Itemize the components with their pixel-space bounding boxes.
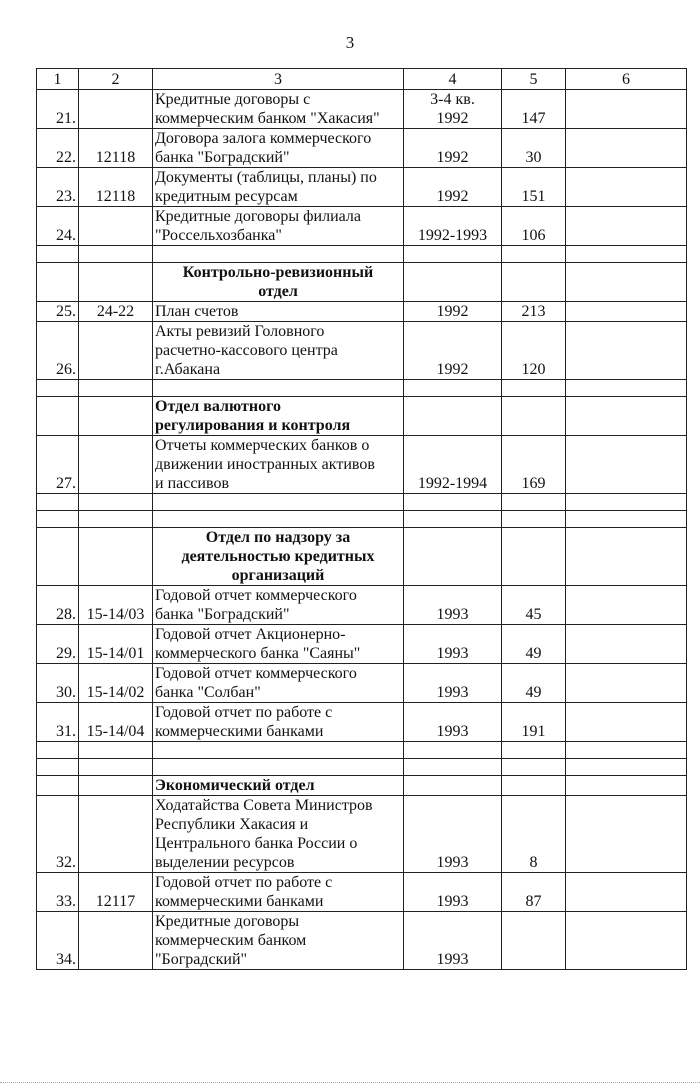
empty-cell <box>37 776 79 796</box>
item-dates <box>404 873 502 912</box>
empty-cell <box>153 380 404 397</box>
empty-cell <box>37 380 79 397</box>
title-line: Отдел валютного <box>155 398 281 415</box>
title-line: Годовой отчет по работе с <box>155 874 333 891</box>
empty-cell <box>37 494 79 511</box>
date-line: 1992 <box>436 149 469 166</box>
item-index: 24-22 <box>79 302 153 322</box>
date-line: 1993 <box>436 854 469 871</box>
item-notes <box>566 207 687 246</box>
header-cell-1: 1 <box>37 69 79 90</box>
item-title <box>153 796 404 873</box>
item-sheet-count: 191 <box>502 703 566 742</box>
empty-cell <box>37 759 79 776</box>
empty-cell <box>153 759 404 776</box>
empty-cell <box>566 380 687 397</box>
item-title <box>153 703 404 742</box>
title-line: деятельностью кредитных <box>181 548 375 565</box>
item-title <box>153 322 404 380</box>
item-sheet-count: 147 <box>502 90 566 129</box>
empty-cell <box>502 380 566 397</box>
item-notes <box>566 168 687 207</box>
item-dates <box>404 90 502 129</box>
spacer-row <box>37 246 687 263</box>
title-line: Договора залога коммерческого <box>155 130 372 147</box>
empty-cell <box>37 528 79 586</box>
header-cell-4: 4 <box>404 69 502 90</box>
item-number: 33. <box>37 873 79 912</box>
table-row <box>37 168 687 207</box>
section-heading-row <box>37 263 687 302</box>
item-index <box>79 912 153 970</box>
empty-cell <box>566 263 687 302</box>
empty-cell <box>404 759 502 776</box>
date-line: 1993 <box>436 684 469 701</box>
item-index: 15-14/02 <box>79 664 153 703</box>
item-sheet-count: 30 <box>502 129 566 168</box>
table-row <box>37 302 687 322</box>
table-row <box>37 703 687 742</box>
empty-cell <box>502 511 566 528</box>
item-sheet-count: 120 <box>502 322 566 380</box>
item-sheet-count: 87 <box>502 873 566 912</box>
title-line: Годовой отчет коммерческого <box>155 665 357 682</box>
date-line: 1993 <box>436 951 469 968</box>
section-heading-row <box>37 528 687 586</box>
spacer-row <box>37 742 687 759</box>
empty-cell <box>79 776 153 796</box>
item-dates <box>404 436 502 494</box>
section-heading-row <box>37 776 687 796</box>
table-row <box>37 129 687 168</box>
title-line: расчетно-кассового центра <box>155 342 338 359</box>
date-line: 3-4 кв. <box>430 91 475 108</box>
table-row <box>37 796 687 873</box>
empty-cell <box>153 494 404 511</box>
date-line: 1993 <box>436 723 469 740</box>
title-line: банка "Боградский" <box>155 606 290 623</box>
empty-cell <box>79 511 153 528</box>
empty-cell <box>404 528 502 586</box>
item-number: 23. <box>37 168 79 207</box>
empty-cell <box>404 263 502 302</box>
header-cell-5: 5 <box>502 69 566 90</box>
title-line: и пассивов <box>155 475 229 492</box>
item-dates <box>404 302 502 322</box>
section-title <box>153 397 404 436</box>
title-line: коммерческого банка "Саяны" <box>155 645 361 662</box>
table-body <box>37 69 687 970</box>
empty-cell <box>79 380 153 397</box>
section-title <box>153 528 404 586</box>
item-number: 26. <box>37 322 79 380</box>
empty-cell <box>79 397 153 436</box>
empty-cell <box>502 776 566 796</box>
item-notes <box>566 625 687 664</box>
item-number: 34. <box>37 912 79 970</box>
item-notes <box>566 302 687 322</box>
item-dates <box>404 625 502 664</box>
empty-cell <box>79 759 153 776</box>
item-title <box>153 129 404 168</box>
item-dates <box>404 168 502 207</box>
title-line: "Боградский" <box>155 951 248 968</box>
empty-cell <box>37 246 79 263</box>
title-line: Годовой отчет коммерческого <box>155 587 357 604</box>
spacer-row <box>37 511 687 528</box>
title-line: Отчеты коммерческих банков о <box>155 437 370 454</box>
title-line: Кредитные договоры <box>155 913 300 930</box>
table-row <box>37 436 687 494</box>
title-line: движении иностранных активов <box>155 456 375 473</box>
empty-cell <box>566 528 687 586</box>
empty-cell <box>79 494 153 511</box>
empty-cell <box>153 742 404 759</box>
title-line: коммерческими банками <box>155 893 324 910</box>
item-title <box>153 873 404 912</box>
item-notes <box>566 873 687 912</box>
section-title <box>153 776 404 796</box>
item-notes <box>566 664 687 703</box>
item-sheet-count: 8 <box>502 796 566 873</box>
item-dates <box>404 129 502 168</box>
item-dates <box>404 912 502 970</box>
title-line: Экономический отдел <box>155 777 315 794</box>
title-line: выделении ресурсов <box>155 854 295 871</box>
item-dates <box>404 322 502 380</box>
title-line: отдел <box>258 283 298 300</box>
title-line: Контрольно-ревизионный <box>182 264 374 281</box>
title-line: регулирования и контроля <box>155 417 351 434</box>
item-number: 25. <box>37 302 79 322</box>
empty-cell <box>404 246 502 263</box>
empty-cell <box>566 397 687 436</box>
title-line: банка "Боградский" <box>155 149 290 166</box>
item-notes <box>566 912 687 970</box>
empty-cell <box>566 246 687 263</box>
item-notes <box>566 586 687 625</box>
item-sheet-count: 213 <box>502 302 566 322</box>
table-row <box>37 90 687 129</box>
item-title <box>153 436 404 494</box>
date-line: 1993 <box>436 893 469 910</box>
empty-cell <box>404 494 502 511</box>
date-line: 1992 <box>436 110 469 127</box>
item-sheet-count: 45 <box>502 586 566 625</box>
empty-cell <box>502 494 566 511</box>
item-index: 12118 <box>79 129 153 168</box>
empty-cell <box>37 397 79 436</box>
page-number: 3 <box>345 33 355 52</box>
date-line: 1992-1993 <box>417 227 488 244</box>
empty-cell <box>502 263 566 302</box>
item-notes <box>566 322 687 380</box>
item-dates <box>404 796 502 873</box>
title-line: Кредитные договоры филиала <box>155 208 361 225</box>
title-line: "Россельхозбанка" <box>155 227 282 244</box>
empty-cell <box>566 759 687 776</box>
empty-cell <box>404 776 502 796</box>
table-row <box>37 873 687 912</box>
title-line: организаций <box>231 567 325 584</box>
item-sheet-count: 169 <box>502 436 566 494</box>
empty-cell <box>79 742 153 759</box>
empty-cell <box>79 528 153 586</box>
table-row <box>37 586 687 625</box>
header-cell-2: 2 <box>79 69 153 90</box>
empty-cell <box>502 246 566 263</box>
item-number: 21. <box>37 90 79 129</box>
item-number: 22. <box>37 129 79 168</box>
spacer-row <box>37 759 687 776</box>
empty-cell <box>37 742 79 759</box>
table-row <box>37 207 687 246</box>
spacer-row <box>37 494 687 511</box>
title-line: Документы (таблицы, планы) по <box>155 169 377 186</box>
title-line: Акты ревизий Головного <box>155 323 325 340</box>
item-notes <box>566 703 687 742</box>
empty-cell <box>404 397 502 436</box>
item-sheet-count: 49 <box>502 664 566 703</box>
scan-edge-line <box>0 1082 700 1083</box>
item-index <box>79 436 153 494</box>
item-number: 31. <box>37 703 79 742</box>
item-index: 15-14/03 <box>79 586 153 625</box>
date-line: 1992 <box>436 361 469 378</box>
empty-cell <box>404 380 502 397</box>
item-sheet-count: 49 <box>502 625 566 664</box>
item-sheet-count <box>502 912 566 970</box>
inventory-table <box>36 68 687 970</box>
empty-cell <box>502 742 566 759</box>
item-index <box>79 322 153 380</box>
item-index <box>79 796 153 873</box>
title-line: Годовой отчет по работе с <box>155 704 333 721</box>
item-number: 30. <box>37 664 79 703</box>
item-dates <box>404 207 502 246</box>
empty-cell <box>37 263 79 302</box>
item-notes <box>566 90 687 129</box>
title-line: коммерческим банком <box>155 932 307 949</box>
empty-cell <box>153 511 404 528</box>
item-notes <box>566 129 687 168</box>
item-number: 28. <box>37 586 79 625</box>
empty-cell <box>153 246 404 263</box>
title-line: Центрального банка России о <box>155 835 358 852</box>
item-sheet-count: 151 <box>502 168 566 207</box>
spacer-row <box>37 380 687 397</box>
title-line: коммерческими банками <box>155 723 324 740</box>
title-line: г.Абакана <box>155 361 221 378</box>
empty-cell <box>566 776 687 796</box>
empty-cell <box>502 397 566 436</box>
title-line: Кредитные договоры с <box>155 91 311 108</box>
item-sheet-count: 106 <box>502 207 566 246</box>
item-index: 12117 <box>79 873 153 912</box>
empty-cell <box>404 511 502 528</box>
section-heading-row <box>37 397 687 436</box>
empty-cell <box>79 246 153 263</box>
title-line: Республики Хакасия и <box>155 816 309 833</box>
item-title <box>153 912 404 970</box>
date-line: 1992 <box>436 188 469 205</box>
item-index <box>79 90 153 129</box>
item-index: 15-14/04 <box>79 703 153 742</box>
item-title <box>153 664 404 703</box>
item-number: 32. <box>37 796 79 873</box>
empty-cell <box>502 528 566 586</box>
item-title <box>153 207 404 246</box>
item-dates <box>404 664 502 703</box>
item-number: 27. <box>37 436 79 494</box>
item-notes <box>566 436 687 494</box>
item-index: 15-14/01 <box>79 625 153 664</box>
header-cell-3: 3 <box>153 69 404 90</box>
header-cell-6: 6 <box>566 69 687 90</box>
table-row <box>37 322 687 380</box>
table-row <box>37 664 687 703</box>
item-notes <box>566 796 687 873</box>
section-title <box>153 263 404 302</box>
item-number: 29. <box>37 625 79 664</box>
title-line: коммерческим банком "Хакасия" <box>155 110 380 127</box>
date-line: 1993 <box>436 645 469 662</box>
title-line: кредитным ресурсам <box>155 188 298 205</box>
date-line: 1992-1994 <box>417 475 488 492</box>
title-line: Отдел по надзору за <box>205 529 351 546</box>
title-line: банка "Солбан" <box>155 684 261 701</box>
empty-cell <box>79 263 153 302</box>
item-number: 24. <box>37 207 79 246</box>
empty-cell <box>404 742 502 759</box>
date-line: 1992 <box>436 303 469 320</box>
empty-cell <box>566 742 687 759</box>
table-row <box>37 912 687 970</box>
item-index <box>79 207 153 246</box>
item-title <box>153 302 404 322</box>
date-line: 1993 <box>436 606 469 623</box>
item-title <box>153 90 404 129</box>
empty-cell <box>566 511 687 528</box>
empty-cell <box>502 759 566 776</box>
empty-cell <box>37 511 79 528</box>
item-dates <box>404 703 502 742</box>
item-title <box>153 168 404 207</box>
table-row <box>37 625 687 664</box>
item-dates <box>404 586 502 625</box>
header-row <box>37 69 687 90</box>
item-title <box>153 625 404 664</box>
title-line: Ходатайства Совета Министров <box>155 797 373 814</box>
empty-cell <box>566 494 687 511</box>
title-line: Годовой отчет Акционерно- <box>155 626 346 643</box>
item-index: 12118 <box>79 168 153 207</box>
title-line: План счетов <box>155 303 239 320</box>
item-title <box>153 586 404 625</box>
